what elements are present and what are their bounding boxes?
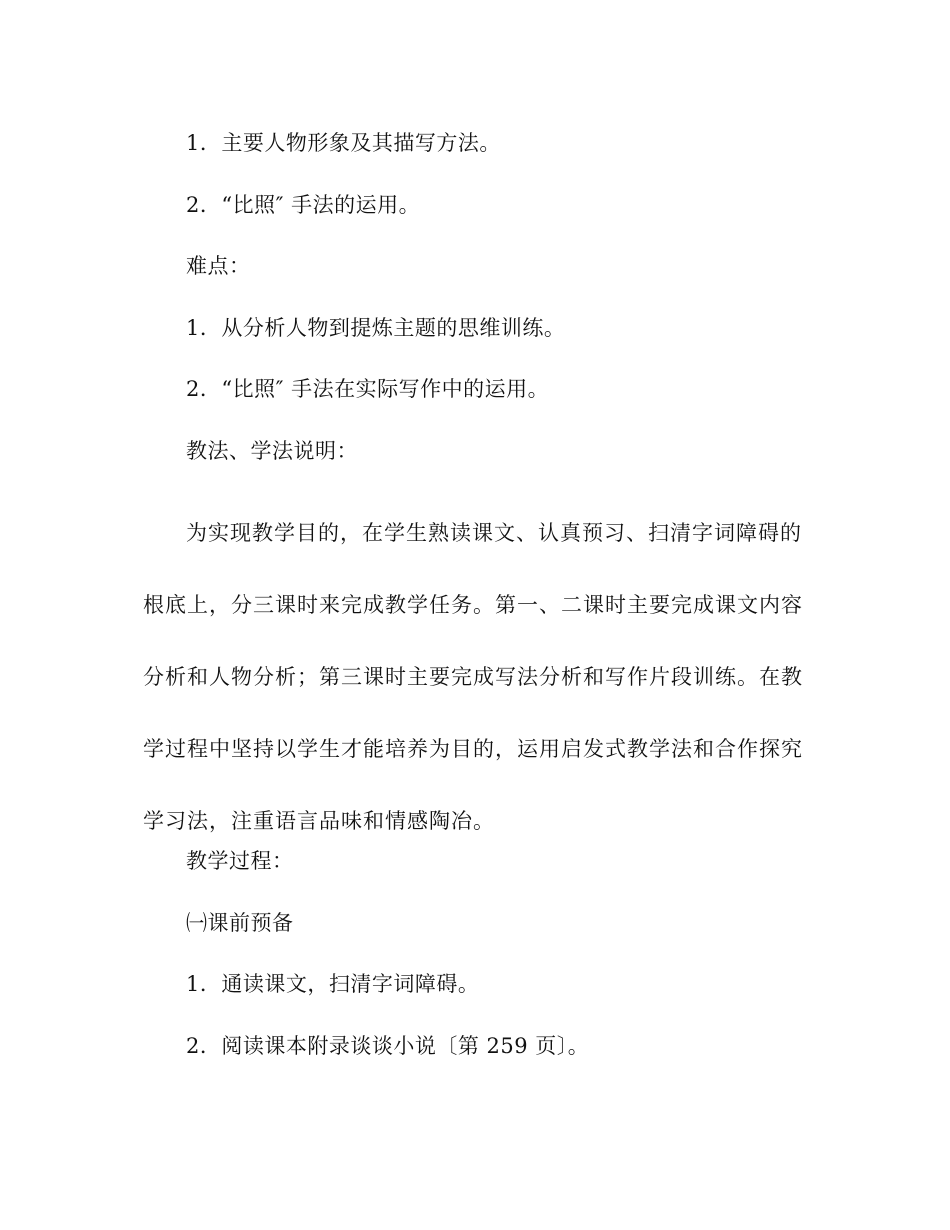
difficulty-2: 2．“比照″ 手法在实际写作中的运用。 xyxy=(186,377,550,401)
key-point-1: 1．主要人物形象及其描写方法。 xyxy=(186,131,501,155)
difficulty-heading: 难点： xyxy=(186,254,251,278)
key-point-2: 2．“比照″ 手法的运用。 xyxy=(186,193,421,217)
process-heading: 教学过程： xyxy=(186,849,294,873)
method-paragraph xyxy=(143,497,803,857)
prep-heading: ㈠课前预备 xyxy=(186,911,294,935)
difficulty-1: 1．从分析人物到提炼主题的思维训练。 xyxy=(186,316,566,340)
method-paragraph-line: 为实现教学目的，在学生熟读课文、认真预习、扫清字词障碍的 xyxy=(186,521,802,545)
method-paragraph-line: 学过程中坚持以学生才能培养为目的，运用启发式教学法和合作探究 xyxy=(143,737,803,761)
prep-item-1: 1．通读课文，扫清字词障碍。 xyxy=(186,972,480,996)
method-paragraph-line: 学习法，注重语言品味和情感陶冶。 xyxy=(143,809,495,833)
method-paragraph-line: 根底上，分三课时来完成教学任务。第一、二课时主要完成课文内容 xyxy=(143,593,803,617)
prep-item-2: 2．阅读课本附录谈谈小说〔第 259 页〕。 xyxy=(186,1034,590,1058)
method-heading: 教法、学法说明： xyxy=(186,439,358,463)
method-paragraph-line: 分析和人物分析；第三课时主要完成写法分析和写作片段训练。在教 xyxy=(143,665,803,689)
